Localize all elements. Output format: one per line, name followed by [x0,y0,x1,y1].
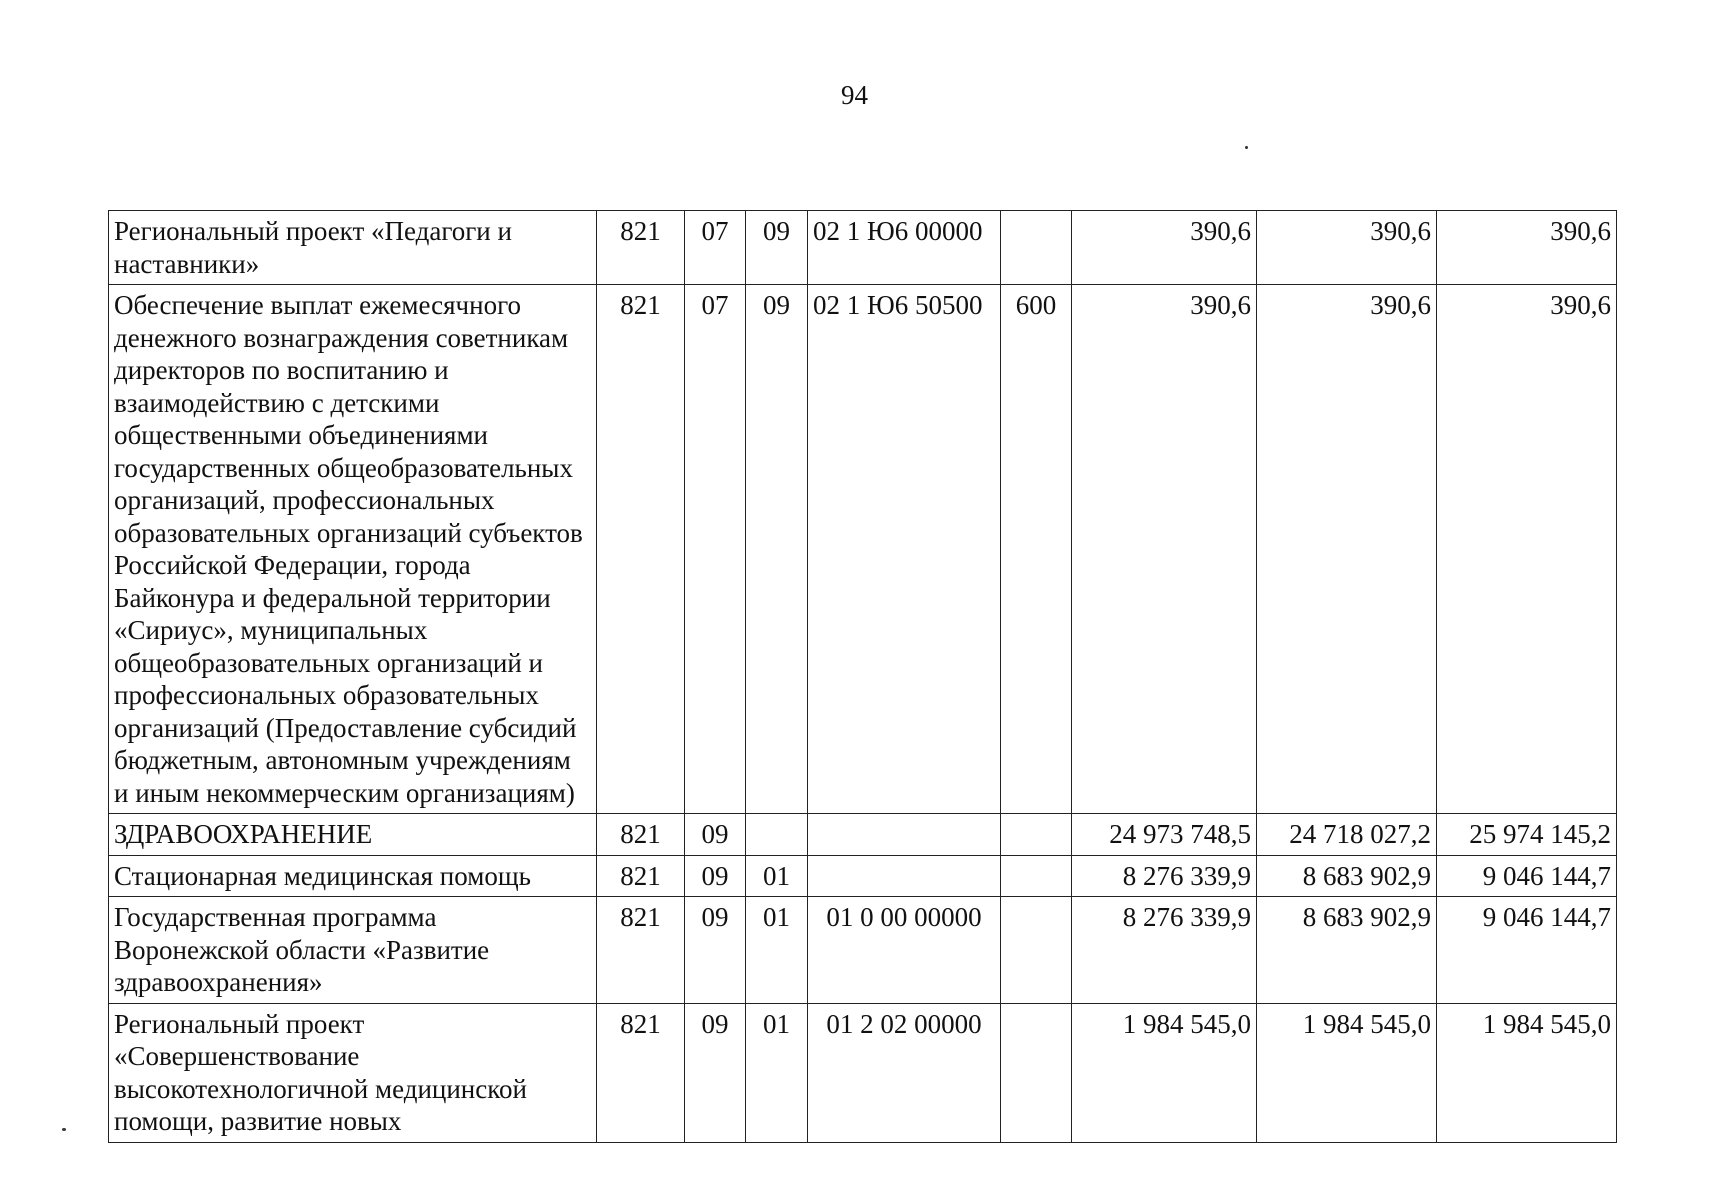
amount-year-2: 8 683 902,9 [1257,897,1437,1004]
amount-year-2: 24 718 027,2 [1257,814,1437,856]
ministry-code: 821 [597,1003,685,1142]
scan-speck [1245,146,1248,149]
target-article-code: 02 1 Ю6 00000 [808,211,1001,285]
amount-year-1: 390,6 [1072,211,1257,285]
table-row [109,211,1617,285]
amount-year-3: 390,6 [1437,211,1617,285]
section-code: 09 [685,855,746,897]
subsection-code [746,814,808,856]
subsection-code: 01 [746,897,808,1004]
expense-type-code [1001,855,1072,897]
item-name: Обеспечение выплат ежемесячного денежного вознаграждения советникам директоров по воспитанию и взаимодействию с детскими общественными объединениями государственных общеобразовательных организаций, профессиональных образовательных организаций субъектов Российской Федерации, города Байконура и федеральной территории «Сириус», муниципальных общеобразовательных организаций и профессиональных образовательных организаций (Предоставление субсидий бюджетным, автономным учреждениям и иным некоммерческим организациям) [109,285,597,814]
amount-year-2: 8 683 902,9 [1257,855,1437,897]
item-name: ЗДРАВООХРАНЕНИЕ [109,814,597,856]
target-article-code [808,855,1001,897]
table-row [109,814,1617,856]
amount-year-3: 9 046 144,7 [1437,855,1617,897]
subsection-code: 09 [746,211,808,285]
target-article-code: 01 0 00 00000 [808,897,1001,1004]
section-code: 07 [685,211,746,285]
subsection-code: 09 [746,285,808,814]
section-code: 09 [685,897,746,1004]
amount-year-3: 9 046 144,7 [1437,897,1617,1004]
amount-year-3: 25 974 145,2 [1437,814,1617,856]
ministry-code: 821 [597,855,685,897]
subsection-code: 01 [746,1003,808,1142]
section-code: 07 [685,285,746,814]
expense-type-code [1001,814,1072,856]
amount-year-1: 8 276 339,9 [1072,897,1257,1004]
amount-year-2: 390,6 [1257,211,1437,285]
item-name: Региональный проект «Совершенствование высокотехнологичной медицинской помощи, развитие новых [109,1003,597,1142]
amount-year-1: 8 276 339,9 [1072,855,1257,897]
amount-year-1: 390,6 [1072,285,1257,814]
table-row [109,1003,1617,1142]
section-code: 09 [685,814,746,856]
ministry-code: 821 [597,814,685,856]
target-article-code: 01 2 02 00000 [808,1003,1001,1142]
amount-year-1: 24 973 748,5 [1072,814,1257,856]
expense-type-code [1001,897,1072,1004]
scan-speck [62,1128,66,1131]
item-name: Региональный проект «Педагоги и наставники» [109,211,597,285]
expense-type-code: 600 [1001,285,1072,814]
ministry-code: 821 [597,211,685,285]
amount-year-3: 1 984 545,0 [1437,1003,1617,1142]
amount-year-2: 1 984 545,0 [1257,1003,1437,1142]
amount-year-2: 390,6 [1257,285,1437,814]
section-code: 09 [685,1003,746,1142]
amount-year-3: 390,6 [1437,285,1617,814]
expense-type-code [1001,211,1072,285]
target-article-code: 02 1 Ю6 50500 [808,285,1001,814]
expense-type-code [1001,1003,1072,1142]
page-number: 94 [841,80,868,110]
ministry-code: 821 [597,897,685,1004]
table-row [109,897,1617,1004]
amount-year-1: 1 984 545,0 [1072,1003,1257,1142]
table-row [109,855,1617,897]
target-article-code [808,814,1001,856]
item-name: Государственная программа Воронежской области «Развитие здравоохранения» [109,897,597,1004]
ministry-code: 821 [597,285,685,814]
table-row [109,285,1617,814]
budget-table [108,210,1617,1143]
item-name: Стационарная медицинская помощь [109,855,597,897]
subsection-code: 01 [746,855,808,897]
